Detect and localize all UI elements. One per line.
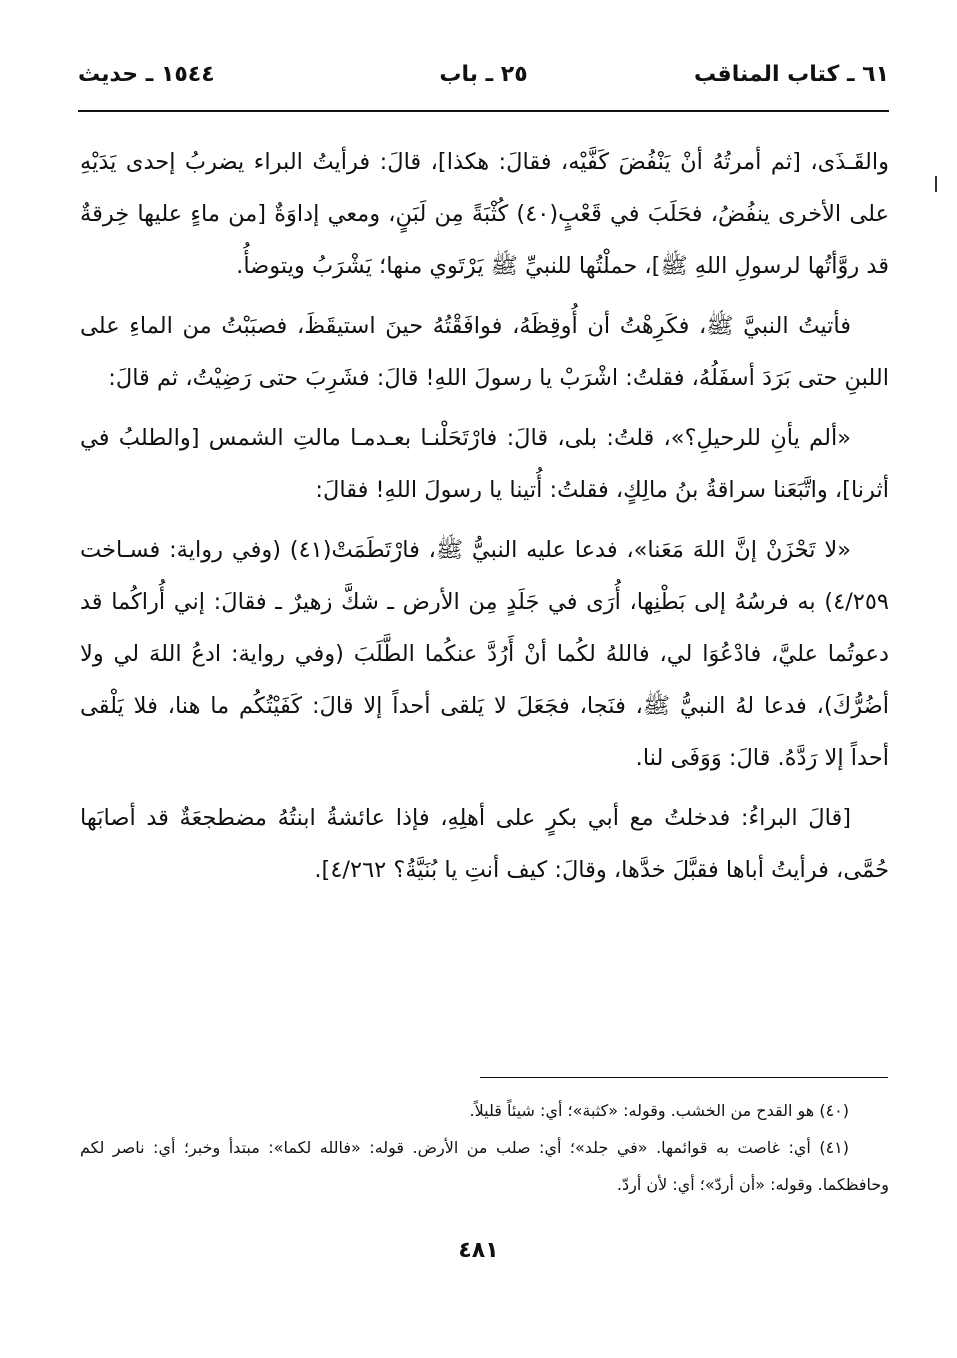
- paragraph: «لا تَحْزَنْ إنَّ اللهَ مَعَنا»، فدعا عليه النبيُّ ﷺ، فارْتَطَمَتْ(٤١) (وفي رواية: فسـاخت ٤/٢٥٩) به فرسُهُ إلى بَطْنِها، أُرَى في جَلَدٍ مِن الأرض ـ شكَّ زهيرٌ ـ فقالَ: إني أُراكُما قد دعوتُما عليَّ، فادْعُوَا لي، فاللهُ لكُما أنْ أَرُدَّ عنكُما الطَّلَبَ (وفي رواية: ادعُ اللهَ لي ولا أضُرُّكَ)، فدعا لهُ النبيُّ ﷺ، فنَجا، فجَعَلَ لا يَلقى أحداً إلا قالَ: كَفَيْتُكُم ما هنا، فلا يَلْقى أحداً إلا رَدَّهُ. قالَ: وَوَفَى لنا.: [80, 537, 889, 771]
- page-number: ٤٨١: [458, 1238, 499, 1263]
- footnote: (٤١) أي: غاصت به قوائمها. «في جلد»؛ أي: صلب من الأرض. قوله: «فالله لكما»: مبتدأ وخبر؛ أي: ناصر لكم وحافظكما. وقوله: «أن أردّ»؛ أي: لأن أردّ.: [80, 1138, 889, 1194]
- hadith-number: ١٥٤٤ ـ حديث: [78, 62, 215, 87]
- paragraph: [قالَ البراءُ: فدخلتُ مع أبي بكرٍ على أهلِهِ، فإذا عائشةُ ابنتُهُ مضطجعَةٌ قد أصابَها حُمَّى، فرأيتُ أباها فقبَّلَ خدَّها، وقالَ: كيف أنتِ يا بُنَيَّةُ؟ ٤/٢٦٢].: [80, 805, 889, 883]
- running-header: [78, 58, 889, 98]
- section-title: ٢٥ ـ باب: [439, 62, 528, 87]
- footnote-divider: [480, 1077, 888, 1078]
- paragraph: فأتيتُ النبيَّ ﷺ، فكَرِهْتُ أن أُوقِظَهُ، فوافَقْتُهُ حينَ استيقَظَ، فصبَبْتُ من الماءِ على اللبنِ حتى بَرَدَ أسفَلُهُ، فقلتُ: اشْرَبْ يا رسولَ اللهِ! قالَ: فشَرِبَ حتى رَضِيْتُ، ثم قالَ:: [80, 313, 889, 391]
- main-text: [80, 136, 889, 904]
- chapter-title: ٦١ ـ كتاب المناقب: [694, 62, 889, 87]
- paragraph: والقَـذَى، [ثم أمرتُهُ أنْ يَنْفُضَ كَفَّيْه، فقالَ: هكذا]، قالَ: فرأيتُ البراء يضربُ إحدى يَدَيْهِ على الأخرى ينفُضُ، فحَلَبَ في قَعْبٍ(٤٠) كُثْبَةً مِن لَبَنٍ، ومعي إداوَةٌ [من ماءٍ عليها خِرقةٌ قد روَّأتُها لرسولِ اللهِ ﷺ]، حملْتُها للنبيِّ ﷺ يَرْتَوي منها؛ يَشْرَبُ ويتوضأُ.: [80, 149, 889, 279]
- footnote: (٤٠) هو القدح من الخشب. وقوله: «كثبة»؛ أي: شيئاً قليلاً.: [469, 1101, 849, 1120]
- header-divider: [78, 110, 889, 112]
- margin-mark: [935, 176, 937, 192]
- paragraph: «ألم يأنِ للرحيلِ؟»، قلتُ: بلى، قالَ: فارْتَحَلْنـا بعـدمـا مالتِ الشمس [والطلبُ في أثرنا]، واتَّبَعَنا سراقةُ بنُ مالِكٍ، فقلتُ: أُتينا يا رسولَ اللهِ! فقالَ:: [80, 425, 889, 503]
- footnotes: [80, 1092, 889, 1203]
